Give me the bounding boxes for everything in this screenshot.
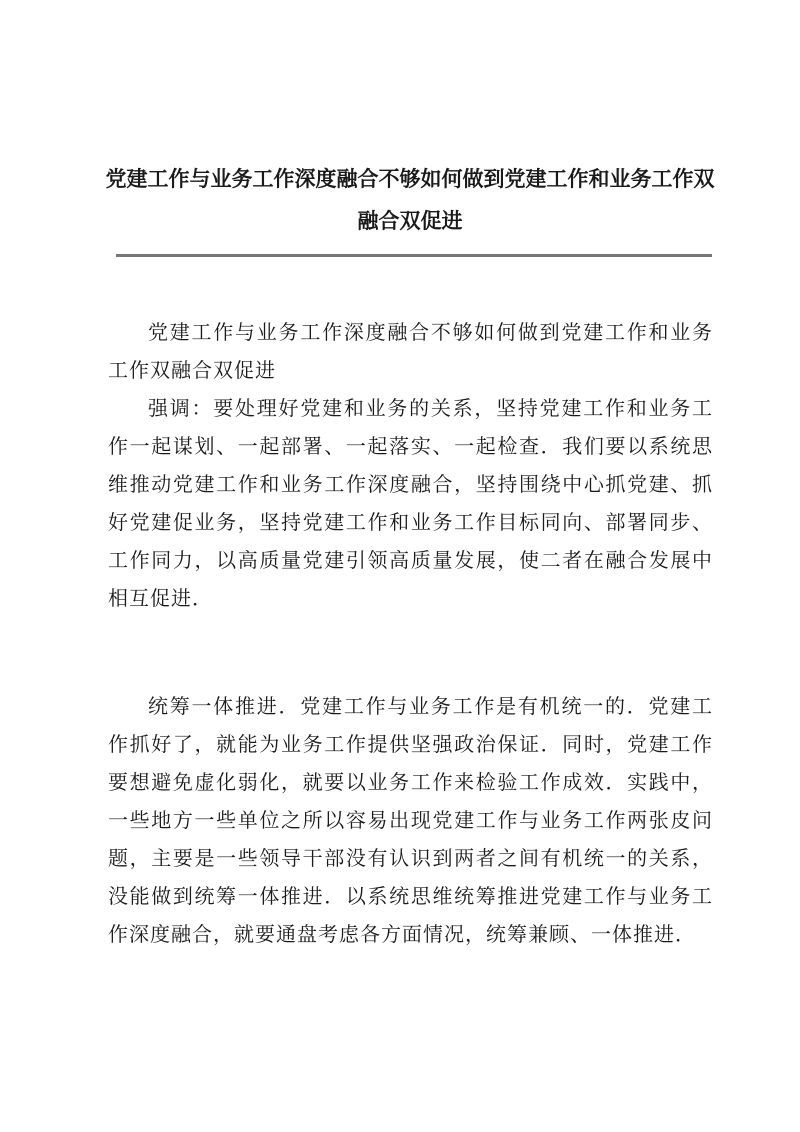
body-paragraph-heading: 党建工作与业务工作深度融合不够如何做到党建工作和业务工作双融合双促进 [108, 320, 713, 382]
document-title: 党建工作与业务工作深度融合不够如何做到党建工作和业务工作双融合双促进 [105, 167, 715, 233]
title-divider [116, 254, 712, 257]
body-paragraph-emphasis: 强调：要处理好党建和业务的关系，坚持党建工作和业务工作一起谋划、一起部署、一起落实、一起检查．我们要以系统思维推动党建工作和业务工作深度融合，坚持围绕中心抓党建、抓好党建促业务，坚持党建工作和业务工作目标同向、部署同步、工作同力，以高质量党建引领高质量发展，使二者在融合发展中相互促进． [108, 396, 713, 610]
body-paragraph-unified-promotion: 统筹一体推进．党建工作与业务工作是有机统一的．党建工作抓好了，就能为业务工作提供坚强政治保证．同时，党建工作要想避免虚化弱化，就要以业务工作来检验工作成效．实践中，一些地方一些单位之所以容易出现党建工作与业务工作两张皮问题，主要是一些领导干部没有认识到两者之间有机统一的关系，没能做到统筹一体推进．以系统思维统筹推进党建工作与业务工作深度融合，就要通盘考虑各方面情况，统筹兼顾、一体推进． [108, 694, 713, 946]
